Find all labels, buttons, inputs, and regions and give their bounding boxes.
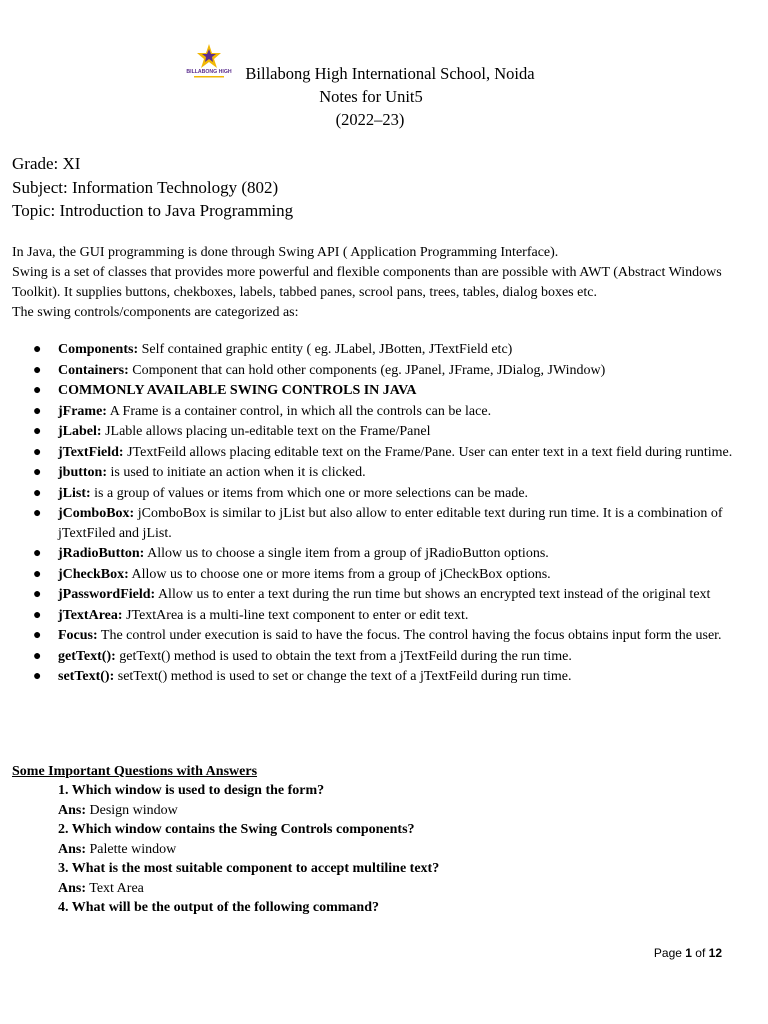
question: 3. What is the most suitable component to accept multiline text? [58, 861, 440, 876]
list-item [0, 422, 740, 442]
answer [58, 840, 738, 860]
bullet-icon: ● [33, 362, 42, 378]
page-current: 1 [685, 946, 692, 960]
list-item-text: Allow us to choose one or more items from a group of jCheckBox options. [128, 566, 551, 582]
bullet-icon: ● [33, 383, 42, 398]
list-item-text: JTextArea is a multi-line text component to enter or edit text. [122, 607, 469, 623]
grade-line: Grade: XI [12, 154, 81, 173]
list-item-term: Components: [58, 342, 139, 357]
list-item [0, 626, 740, 646]
list-item-term: jLabel: [58, 424, 102, 439]
academic-year: (2022–23) [335, 110, 405, 129]
notes-title: Notes for Unit5 [319, 87, 423, 106]
list-item-term: jPasswordField: [58, 587, 156, 602]
subject-line: Subject: Information Technology (802) [12, 178, 279, 197]
bullet-icon: ● [33, 506, 42, 521]
list-item [0, 402, 740, 422]
answer-label: Ans: [58, 802, 87, 818]
bullet-icon: ● [33, 485, 42, 501]
list-item [0, 443, 740, 463]
list-item-term: jFrame: [58, 403, 107, 419]
intro-paragraph: The swing controls/components are categorized as: [12, 305, 299, 320]
list-item-text: Allow us to enter a text during the run time but shows an encrypted text instead of the original text [155, 587, 711, 602]
bullet-icon: ● [33, 342, 42, 357]
list-item-text: jComboBox is similar to jList but also allow to enter editable text during run time. It is a combination of jTextFiled and jList. [58, 506, 723, 541]
page-total: 12 [708, 946, 722, 960]
bullet-icon: ● [33, 566, 42, 582]
qa-list [58, 781, 738, 918]
question: 1. Which window is used to design the form? [58, 783, 325, 798]
list-item [0, 585, 740, 605]
answer-text: Design window [86, 802, 178, 818]
intro-paragraph: In Java, the GUI programming is done through Swing API ( Application Programming Interface). [12, 245, 559, 260]
answer-label: Ans: [58, 841, 87, 857]
logo-lettering: BILLABONG HIGH [186, 69, 232, 75]
qa-heading: Some Important Questions with Answers [12, 764, 258, 779]
bullet-icon: ● [33, 403, 42, 419]
list-item [0, 544, 740, 564]
list-item [0, 504, 740, 543]
list-item-term: setText(): [58, 669, 115, 684]
bullet-icon: ● [33, 546, 42, 561]
list-item-text: Component that can hold other components (eg. JPanel, JFrame, JDialog, JWindow) [128, 362, 606, 378]
list-item [0, 484, 740, 504]
page-prefix: Page [653, 946, 686, 960]
list-item-term: jbutton: [58, 465, 108, 480]
question: 4. What will be the output of the following command? [58, 900, 379, 915]
question: 2. Which window contains the Swing Controls components? [58, 822, 415, 837]
list-item-term: getText(): [58, 648, 116, 664]
bullet-icon: ● [33, 628, 42, 643]
bullet-icon: ● [33, 587, 42, 602]
list-item-text: is used to initiate an action when it is clicked. [107, 465, 366, 480]
page-of: of [691, 946, 709, 960]
bullet-icon: ● [33, 648, 42, 664]
list-item-text: is a group of values or items from which one or more selections can be made. [90, 485, 529, 501]
school-name: Billabong High International School, Noida [245, 64, 535, 83]
answer-text: Palette window [86, 841, 177, 857]
list-item-term: jTextArea: [58, 607, 123, 623]
list-item-text: JTextFeild allows placing editable text on the Frame/Pane. User can enter text in a text field during runtime. [123, 444, 733, 460]
list-item-text: Self contained graphic entity ( eg. JLabel, JBotten, JTextField etc) [138, 342, 513, 357]
answer-text: Text Area [86, 880, 144, 896]
list-item-term: jTextField: [58, 444, 124, 460]
answer [58, 879, 738, 899]
list-item-text: JLable allows placing un-editable text on the Frame/Panel [101, 424, 431, 439]
list-item [0, 667, 740, 687]
list-item-term: Focus: [58, 628, 98, 643]
answer [58, 801, 738, 821]
list-item [0, 361, 740, 381]
topic-line: Topic: Introduction to Java Programming [12, 201, 294, 220]
bullet-icon: ● [33, 465, 42, 480]
list-item-term: COMMONLY AVAILABLE SWING CONTROLS IN JAVA [58, 383, 417, 398]
list-item-term: jRadioButton: [58, 546, 145, 561]
list-item [0, 565, 740, 585]
list-item [0, 381, 740, 401]
intro-paragraph: Swing is a set of classes that provides more powerful and flexible components than are possible with AWT (Abstract Windows Toolkit). It supplies buttons, chekboxes, labels, tabbed panes, scrool pans, trees, tables, dialog boxes etc. [12, 265, 722, 300]
list-item-text: A Frame is a container control, in which all the controls can be lace. [106, 403, 492, 419]
answer-label: Ans: [58, 880, 87, 896]
bullet-icon: ● [33, 424, 42, 439]
list-item [0, 463, 740, 483]
bullet-icon: ● [33, 669, 42, 684]
list-item [0, 606, 740, 626]
page-number [654, 946, 722, 960]
list-item-text: The control under execution is said to have the focus. The control having the focus obtains input form the user. [97, 628, 722, 643]
list-item-term: jList: [58, 485, 91, 501]
list-item-term: Containers: [58, 362, 129, 378]
list-item-text: setText() method is used to set or change the text of a jTextFeild during run time. [114, 669, 572, 684]
list-item-text: getText() method is used to obtain the text from a jTextFeild during the run time. [115, 648, 572, 664]
list-item [0, 340, 740, 360]
bullet-icon: ● [33, 444, 42, 460]
swing-controls-list [0, 340, 740, 688]
list-item [0, 647, 740, 667]
list-item-term: jCheckBox: [58, 566, 129, 582]
list-item-term: jComboBox: [58, 506, 135, 521]
bullet-icon: ● [33, 607, 42, 623]
intro-text [12, 243, 732, 323]
list-item-text: Allow us to choose a single item from a group of jRadioButton options. [144, 546, 549, 561]
